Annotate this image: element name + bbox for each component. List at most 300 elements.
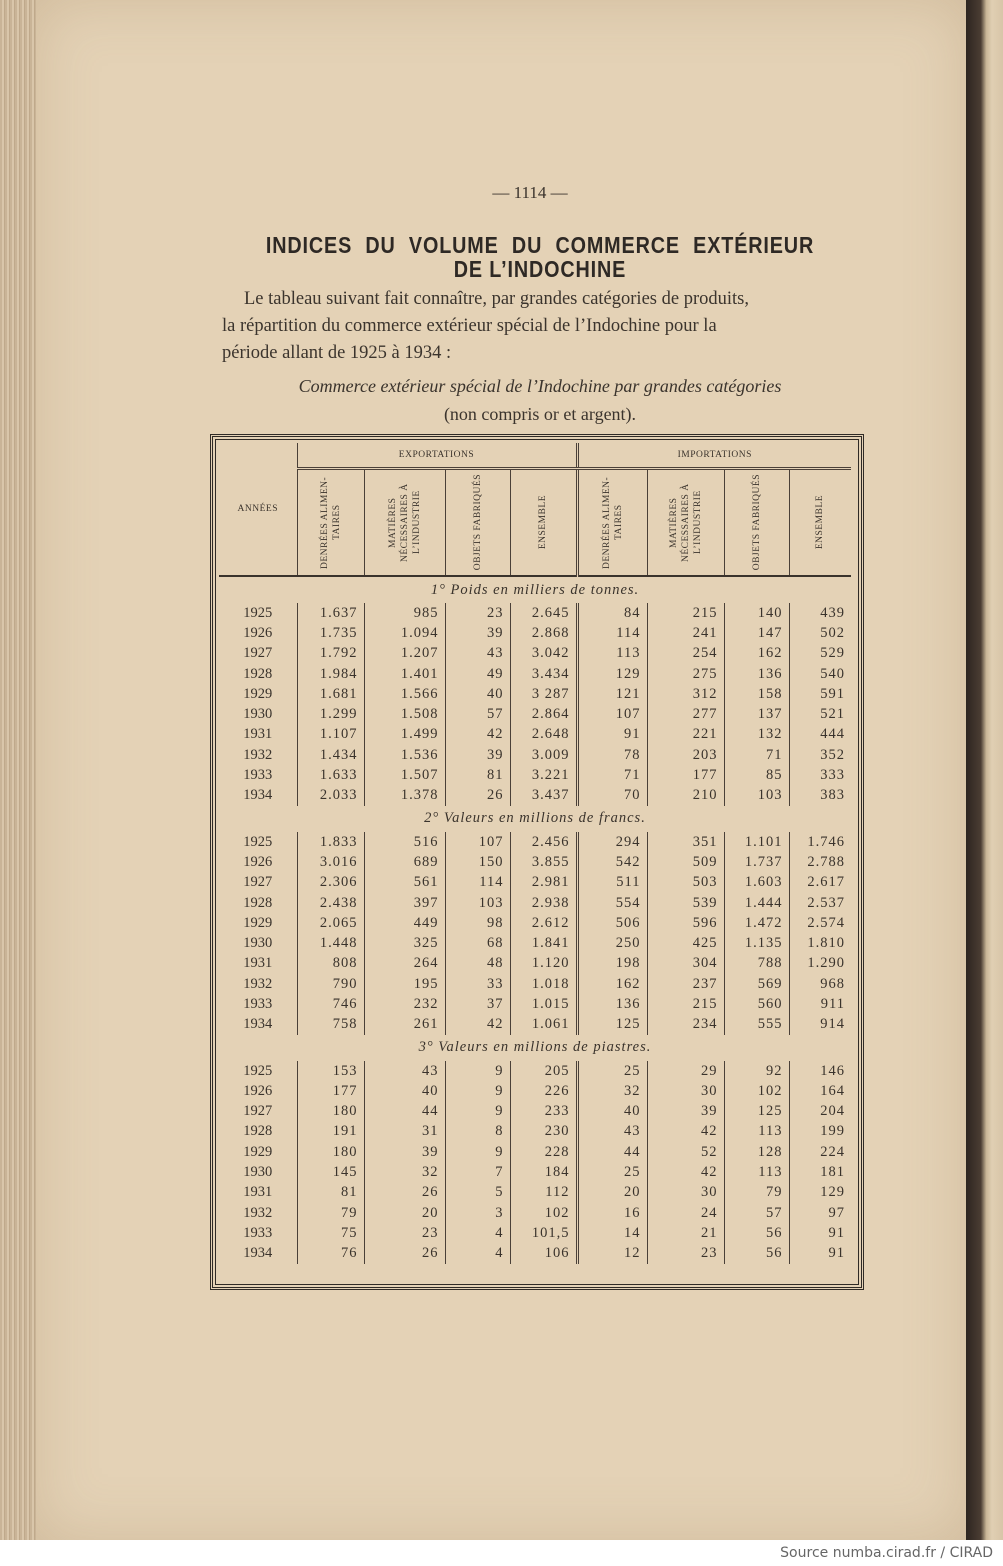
value-cell: 4 bbox=[445, 1244, 510, 1264]
year-cell: 1933 bbox=[243, 1224, 273, 1241]
value-cell: 101,5 bbox=[510, 1223, 577, 1243]
value-cell: 39 bbox=[445, 623, 510, 643]
value-cell: 1.448 bbox=[297, 933, 364, 953]
section-title-row bbox=[219, 806, 851, 832]
value-cell: 911 bbox=[789, 994, 851, 1014]
value-cell: 1.015 bbox=[510, 994, 577, 1014]
value-cell: 254 bbox=[647, 644, 724, 664]
value-cell: 221 bbox=[647, 725, 724, 745]
section-title: 3° Valeurs en millions de piastres. bbox=[418, 1039, 652, 1056]
value-cell: 57 bbox=[724, 1203, 789, 1223]
year-cell: 1932 bbox=[243, 746, 273, 763]
value-cell: 21 bbox=[647, 1223, 724, 1243]
value-cell: 205 bbox=[510, 1061, 577, 1081]
value-cell: 516 bbox=[364, 832, 445, 852]
value-cell: 3.016 bbox=[297, 852, 364, 872]
column-header bbox=[647, 469, 724, 577]
value-cell: 81 bbox=[445, 765, 510, 785]
year-cell: 1927 bbox=[243, 1103, 273, 1120]
table-row bbox=[219, 725, 851, 745]
value-cell: 1.107 bbox=[297, 725, 364, 745]
value-cell: 2.938 bbox=[510, 893, 577, 913]
value-cell: 43 bbox=[364, 1061, 445, 1081]
column-header bbox=[445, 469, 510, 577]
data-table-frame bbox=[210, 434, 864, 1290]
value-cell: 79 bbox=[724, 1183, 789, 1203]
value-cell: 198 bbox=[577, 954, 647, 974]
book-gutter bbox=[966, 0, 1003, 1540]
year-cell: 1930 bbox=[243, 1164, 273, 1181]
value-cell: 1.810 bbox=[789, 933, 851, 953]
year-cell: 1927 bbox=[243, 874, 273, 891]
value-cell: 39 bbox=[364, 1142, 445, 1162]
section-title-row bbox=[219, 576, 851, 603]
column-header-label: ENSEMBLE bbox=[538, 495, 548, 550]
value-cell: 1.508 bbox=[364, 704, 445, 724]
value-cell: 555 bbox=[724, 1015, 789, 1035]
value-cell: 333 bbox=[789, 765, 851, 785]
page-title: INDICES DU VOLUME DU COMMERCE EXTÉRIEUR bbox=[265, 232, 815, 258]
value-cell: 529 bbox=[789, 644, 851, 664]
value-cell: 237 bbox=[647, 974, 724, 994]
value-cell: 561 bbox=[364, 873, 445, 893]
value-cell: 1.290 bbox=[789, 954, 851, 974]
year-cell: 1931 bbox=[243, 955, 273, 972]
year-cell: 1926 bbox=[243, 1082, 273, 1099]
value-cell: 113 bbox=[724, 1122, 789, 1142]
value-cell: 25 bbox=[577, 1162, 647, 1182]
value-cell: 39 bbox=[445, 745, 510, 765]
value-cell: 26 bbox=[364, 1244, 445, 1264]
value-cell: 2.648 bbox=[510, 725, 577, 745]
table-row bbox=[219, 1142, 851, 1162]
year-cell: 1932 bbox=[243, 975, 273, 992]
value-cell: 3 bbox=[445, 1203, 510, 1223]
table-row bbox=[219, 913, 851, 933]
value-cell: 1.536 bbox=[364, 745, 445, 765]
column-header bbox=[364, 469, 445, 577]
table-row bbox=[219, 994, 851, 1014]
value-cell: 689 bbox=[364, 852, 445, 872]
value-cell: 596 bbox=[647, 913, 724, 933]
page-title-line2: DE L’INDOCHINE bbox=[453, 256, 627, 282]
table-row bbox=[219, 1015, 851, 1035]
value-cell: 352 bbox=[789, 745, 851, 765]
value-cell: 511 bbox=[577, 873, 647, 893]
value-cell: 758 bbox=[297, 1015, 364, 1035]
year-cell: 1927 bbox=[243, 645, 273, 662]
trade-table bbox=[219, 443, 851, 1264]
value-cell: 228 bbox=[510, 1142, 577, 1162]
table-row bbox=[219, 603, 851, 623]
value-cell: 1.984 bbox=[297, 664, 364, 684]
table-row bbox=[219, 765, 851, 785]
value-cell: 158 bbox=[724, 684, 789, 704]
table-row bbox=[219, 1122, 851, 1142]
value-cell: 146 bbox=[789, 1061, 851, 1081]
year-cell: 1929 bbox=[243, 1143, 273, 1160]
value-cell: 107 bbox=[445, 832, 510, 852]
table-row bbox=[219, 1102, 851, 1122]
value-cell: 150 bbox=[445, 852, 510, 872]
column-header bbox=[724, 469, 789, 577]
value-cell: 2.065 bbox=[297, 913, 364, 933]
value-cell: 71 bbox=[577, 765, 647, 785]
year-cell: 1934 bbox=[243, 1245, 273, 1262]
value-cell: 1.735 bbox=[297, 623, 364, 643]
value-cell: 3 287 bbox=[510, 684, 577, 704]
year-cell: 1931 bbox=[243, 1184, 273, 1201]
value-cell: 210 bbox=[647, 786, 724, 806]
value-cell: 112 bbox=[510, 1183, 577, 1203]
value-cell: 1.299 bbox=[297, 704, 364, 724]
column-header bbox=[789, 469, 851, 577]
column-header-label: MATIÈRES NÉCESSAIRES À L’INDUSTRIE bbox=[668, 483, 703, 562]
year-cell: 1928 bbox=[243, 665, 273, 682]
value-cell: 914 bbox=[789, 1015, 851, 1035]
value-cell: 2.537 bbox=[789, 893, 851, 913]
value-cell: 181 bbox=[789, 1162, 851, 1182]
value-cell: 506 bbox=[577, 913, 647, 933]
value-cell: 521 bbox=[789, 704, 851, 724]
value-cell: 215 bbox=[647, 994, 724, 1014]
value-cell: 3.042 bbox=[510, 644, 577, 664]
value-cell: 449 bbox=[364, 913, 445, 933]
value-cell: 195 bbox=[364, 974, 445, 994]
year-cell: 1926 bbox=[243, 853, 273, 870]
value-cell: 3.434 bbox=[510, 664, 577, 684]
value-cell: 312 bbox=[647, 684, 724, 704]
value-cell: 2.574 bbox=[789, 913, 851, 933]
value-cell: 81 bbox=[297, 1183, 364, 1203]
value-cell: 1.637 bbox=[297, 603, 364, 623]
column-header-label: OBJETS FABRIQUÉS bbox=[472, 474, 483, 571]
value-cell: 1.207 bbox=[364, 644, 445, 664]
column-header-label: ENSEMBLE bbox=[815, 495, 826, 550]
value-cell: 540 bbox=[789, 664, 851, 684]
value-cell: 8 bbox=[445, 1122, 510, 1142]
year-cell: 1934 bbox=[243, 787, 273, 804]
year-cell: 1928 bbox=[243, 1123, 273, 1140]
value-cell: 234 bbox=[647, 1015, 724, 1035]
value-cell: 2.033 bbox=[297, 786, 364, 806]
value-cell: 569 bbox=[724, 974, 789, 994]
value-cell: 2.864 bbox=[510, 704, 577, 724]
value-cell: 1.792 bbox=[297, 644, 364, 664]
value-cell: 12 bbox=[577, 1244, 647, 1264]
value-cell: 191 bbox=[297, 1122, 364, 1142]
value-cell: 153 bbox=[297, 1061, 364, 1081]
value-cell: 129 bbox=[789, 1183, 851, 1203]
value-cell: 397 bbox=[364, 893, 445, 913]
value-cell: 2.438 bbox=[297, 893, 364, 913]
value-cell: 32 bbox=[364, 1162, 445, 1182]
value-cell: 44 bbox=[364, 1102, 445, 1122]
column-header bbox=[510, 469, 577, 577]
value-cell: 147 bbox=[724, 623, 789, 643]
value-cell: 790 bbox=[297, 974, 364, 994]
value-cell: 85 bbox=[724, 765, 789, 785]
value-cell: 2.617 bbox=[789, 873, 851, 893]
value-cell: 125 bbox=[577, 1015, 647, 1035]
value-cell: 1.566 bbox=[364, 684, 445, 704]
value-cell: 968 bbox=[789, 974, 851, 994]
table-row bbox=[219, 954, 851, 974]
value-cell: 2.868 bbox=[510, 623, 577, 643]
source-credit: Source numba.cirad.fr / CIRAD bbox=[780, 1545, 993, 1561]
table-row bbox=[219, 684, 851, 704]
table-row bbox=[219, 933, 851, 953]
value-cell: 425 bbox=[647, 933, 724, 953]
value-cell: 103 bbox=[445, 893, 510, 913]
year-cell: 1929 bbox=[243, 914, 273, 931]
value-cell: 145 bbox=[297, 1162, 364, 1182]
value-cell: 177 bbox=[297, 1081, 364, 1101]
value-cell: 114 bbox=[445, 873, 510, 893]
value-cell: 275 bbox=[647, 664, 724, 684]
value-cell: 30 bbox=[647, 1183, 724, 1203]
value-cell: 42 bbox=[445, 1015, 510, 1035]
value-cell: 40 bbox=[445, 684, 510, 704]
value-cell: 92 bbox=[724, 1061, 789, 1081]
value-cell: 226 bbox=[510, 1081, 577, 1101]
value-cell: 1.737 bbox=[724, 852, 789, 872]
value-cell: 542 bbox=[577, 852, 647, 872]
value-cell: 103 bbox=[724, 786, 789, 806]
years-header: ANNÉES bbox=[219, 443, 297, 576]
value-cell: 140 bbox=[724, 603, 789, 623]
value-cell: 56 bbox=[724, 1223, 789, 1243]
year-cell: 1934 bbox=[243, 1016, 273, 1033]
value-cell: 97 bbox=[789, 1203, 851, 1223]
value-cell: 3.855 bbox=[510, 852, 577, 872]
table-row bbox=[219, 1081, 851, 1101]
value-cell: 351 bbox=[647, 832, 724, 852]
value-cell: 71 bbox=[724, 745, 789, 765]
column-header bbox=[297, 469, 364, 577]
value-cell: 43 bbox=[445, 644, 510, 664]
value-cell: 304 bbox=[647, 954, 724, 974]
value-cell: 121 bbox=[577, 684, 647, 704]
value-cell: 204 bbox=[789, 1102, 851, 1122]
year-cell: 1931 bbox=[243, 726, 273, 743]
value-cell: 985 bbox=[364, 603, 445, 623]
value-cell: 25 bbox=[577, 1061, 647, 1081]
value-cell: 509 bbox=[647, 852, 724, 872]
value-cell: 31 bbox=[364, 1122, 445, 1142]
value-cell: 91 bbox=[789, 1244, 851, 1264]
section-title: 1° Poids en milliers de tonnes. bbox=[430, 581, 640, 598]
value-cell: 129 bbox=[577, 664, 647, 684]
table-row bbox=[219, 745, 851, 765]
value-cell: 114 bbox=[577, 623, 647, 643]
value-cell: 233 bbox=[510, 1102, 577, 1122]
value-cell: 113 bbox=[724, 1162, 789, 1182]
value-cell: 4 bbox=[445, 1223, 510, 1243]
value-cell: 1.101 bbox=[724, 832, 789, 852]
table-row bbox=[219, 974, 851, 994]
value-cell: 2.981 bbox=[510, 873, 577, 893]
value-cell: 162 bbox=[577, 974, 647, 994]
value-cell: 294 bbox=[577, 832, 647, 852]
value-cell: 2.612 bbox=[510, 913, 577, 933]
value-cell: 91 bbox=[577, 725, 647, 745]
table-row bbox=[219, 832, 851, 852]
year-cell: 1925 bbox=[243, 604, 273, 621]
value-cell: 230 bbox=[510, 1122, 577, 1142]
year-cell: 1933 bbox=[243, 767, 273, 784]
value-cell: 1.444 bbox=[724, 893, 789, 913]
value-cell: 264 bbox=[364, 954, 445, 974]
value-cell: 164 bbox=[789, 1081, 851, 1101]
value-cell: 1.135 bbox=[724, 933, 789, 953]
value-cell: 539 bbox=[647, 893, 724, 913]
value-cell: 1.507 bbox=[364, 765, 445, 785]
value-cell: 180 bbox=[297, 1102, 364, 1122]
value-cell: 30 bbox=[647, 1081, 724, 1101]
value-cell: 232 bbox=[364, 994, 445, 1014]
value-cell: 554 bbox=[577, 893, 647, 913]
column-header-label: DENRÉES ALIMEN- TAIRES bbox=[319, 476, 342, 569]
value-cell: 43 bbox=[577, 1122, 647, 1142]
intro-paragraph bbox=[222, 286, 862, 367]
value-cell: 199 bbox=[789, 1122, 851, 1142]
table-row bbox=[219, 1203, 851, 1223]
value-cell: 1.499 bbox=[364, 725, 445, 745]
intro-line: période allant de 1925 à 1934 : bbox=[222, 343, 452, 363]
value-cell: 107 bbox=[577, 704, 647, 724]
table-row bbox=[219, 1183, 851, 1203]
value-cell: 503 bbox=[647, 873, 724, 893]
value-cell: 3.221 bbox=[510, 765, 577, 785]
value-cell: 102 bbox=[724, 1081, 789, 1101]
table-row bbox=[219, 1061, 851, 1081]
value-cell: 383 bbox=[789, 786, 851, 806]
value-cell: 132 bbox=[724, 725, 789, 745]
value-cell: 32 bbox=[577, 1081, 647, 1101]
value-cell: 277 bbox=[647, 704, 724, 724]
value-cell: 137 bbox=[724, 704, 789, 724]
value-cell: 26 bbox=[445, 786, 510, 806]
value-cell: 1.603 bbox=[724, 873, 789, 893]
year-cell: 1926 bbox=[243, 624, 273, 641]
year-cell: 1925 bbox=[243, 1062, 273, 1079]
value-cell: 1.681 bbox=[297, 684, 364, 704]
value-cell: 52 bbox=[647, 1142, 724, 1162]
value-cell: 37 bbox=[445, 994, 510, 1014]
table-row bbox=[219, 893, 851, 913]
value-cell: 23 bbox=[647, 1244, 724, 1264]
value-cell: 162 bbox=[724, 644, 789, 664]
value-cell: 261 bbox=[364, 1015, 445, 1035]
value-cell: 439 bbox=[789, 603, 851, 623]
table-caption-note: (non compris or et argent). bbox=[443, 404, 637, 424]
value-cell: 5 bbox=[445, 1183, 510, 1203]
value-cell: 180 bbox=[297, 1142, 364, 1162]
column-header bbox=[577, 469, 647, 577]
column-header-label: OBJETS FABRIQUÉS bbox=[751, 474, 762, 571]
value-cell: 23 bbox=[364, 1223, 445, 1243]
value-cell: 1.378 bbox=[364, 786, 445, 806]
year-cell: 1925 bbox=[243, 833, 273, 850]
value-cell: 113 bbox=[577, 644, 647, 664]
page-number: — 1114 — bbox=[492, 183, 568, 202]
column-header-label: DENRÉES ALIMEN- TAIRES bbox=[601, 476, 624, 569]
value-cell: 42 bbox=[445, 725, 510, 745]
value-cell: 78 bbox=[577, 745, 647, 765]
value-cell: 57 bbox=[445, 704, 510, 724]
value-cell: 40 bbox=[364, 1081, 445, 1101]
value-cell: 1.841 bbox=[510, 933, 577, 953]
value-cell: 68 bbox=[445, 933, 510, 953]
value-cell: 26 bbox=[364, 1183, 445, 1203]
year-cell: 1930 bbox=[243, 706, 273, 723]
value-cell: 1.633 bbox=[297, 765, 364, 785]
value-cell: 560 bbox=[724, 994, 789, 1014]
year-cell: 1930 bbox=[243, 935, 273, 952]
value-cell: 42 bbox=[647, 1162, 724, 1182]
value-cell: 184 bbox=[510, 1162, 577, 1182]
value-cell: 2.456 bbox=[510, 832, 577, 852]
value-cell: 224 bbox=[789, 1142, 851, 1162]
stacked-page-edges bbox=[0, 0, 40, 1540]
section-title: 2° Valeurs en millions de francs. bbox=[424, 810, 646, 827]
value-cell: 9 bbox=[445, 1102, 510, 1122]
value-cell: 1.472 bbox=[724, 913, 789, 933]
value-cell: 136 bbox=[577, 994, 647, 1014]
value-cell: 250 bbox=[577, 933, 647, 953]
value-cell: 102 bbox=[510, 1203, 577, 1223]
table-row bbox=[219, 852, 851, 872]
value-cell: 136 bbox=[724, 664, 789, 684]
value-cell: 1.018 bbox=[510, 974, 577, 994]
value-cell: 2.306 bbox=[297, 873, 364, 893]
table-row bbox=[219, 873, 851, 893]
value-cell: 106 bbox=[510, 1244, 577, 1264]
value-cell: 14 bbox=[577, 1223, 647, 1243]
value-cell: 1.434 bbox=[297, 745, 364, 765]
value-cell: 20 bbox=[577, 1183, 647, 1203]
value-cell: 49 bbox=[445, 664, 510, 684]
value-cell: 70 bbox=[577, 786, 647, 806]
table-row bbox=[219, 664, 851, 684]
table-row bbox=[219, 1244, 851, 1264]
column-header-label: MATIÈRES NÉCESSAIRES À L’INDUSTRIE bbox=[387, 483, 422, 562]
value-cell: 3.437 bbox=[510, 786, 577, 806]
value-cell: 241 bbox=[647, 623, 724, 643]
value-cell: 444 bbox=[789, 725, 851, 745]
table-caption: Commerce extérieur spécial de l’Indochine par grandes catégories bbox=[298, 376, 782, 396]
value-cell: 788 bbox=[724, 954, 789, 974]
value-cell: 42 bbox=[647, 1122, 724, 1142]
table-row bbox=[219, 1223, 851, 1243]
value-cell: 215 bbox=[647, 603, 724, 623]
year-cell: 1928 bbox=[243, 894, 273, 911]
value-cell: 16 bbox=[577, 1203, 647, 1223]
value-cell: 1.746 bbox=[789, 832, 851, 852]
value-cell: 40 bbox=[577, 1102, 647, 1122]
intro-line: la répartition du commerce extérieur spécial de l’Indochine pour la bbox=[222, 316, 717, 336]
value-cell: 808 bbox=[297, 954, 364, 974]
year-cell: 1929 bbox=[243, 685, 273, 702]
section-title-row bbox=[219, 1035, 851, 1061]
value-cell: 91 bbox=[789, 1223, 851, 1243]
value-cell: 44 bbox=[577, 1142, 647, 1162]
value-cell: 1.120 bbox=[510, 954, 577, 974]
value-cell: 33 bbox=[445, 974, 510, 994]
value-cell: 98 bbox=[445, 913, 510, 933]
value-cell: 177 bbox=[647, 765, 724, 785]
